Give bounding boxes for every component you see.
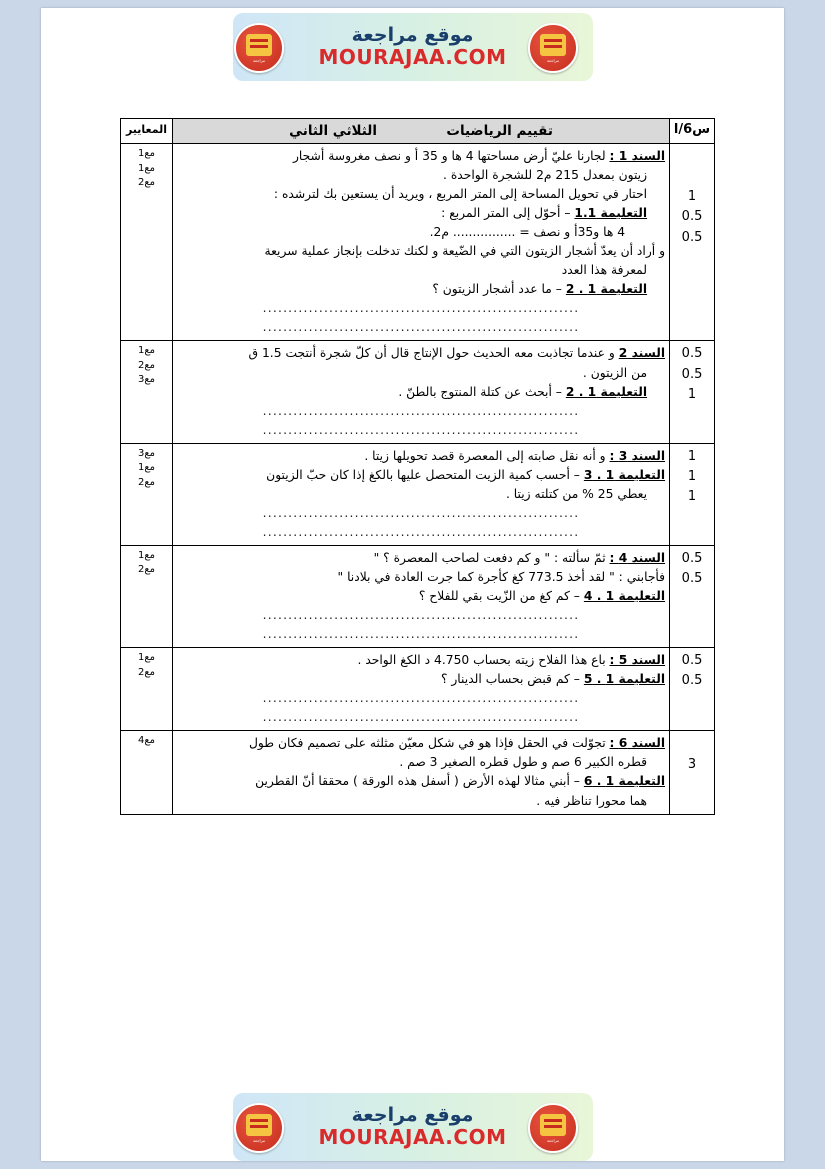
worksheet-section-row bbox=[121, 545, 715, 647]
watermark-arabic-bottom: موقع مراجعة bbox=[351, 1103, 474, 1126]
line-text: قطره الكبير 6 صم و طول قطره الصغير 3 صم . bbox=[399, 755, 648, 770]
criterion-code: مع2 bbox=[137, 359, 156, 371]
answer-line[interactable] bbox=[177, 299, 665, 318]
answer-line[interactable] bbox=[177, 689, 665, 708]
criterion-code: مع1 bbox=[137, 148, 156, 159]
text-line bbox=[177, 485, 665, 504]
text-line bbox=[177, 568, 665, 587]
logo-caption: مراجعة bbox=[253, 1137, 266, 1143]
title-subject: تقييم الرياضيات bbox=[446, 123, 553, 139]
criterion-code: مع3 bbox=[137, 447, 156, 459]
answer-line[interactable] bbox=[177, 504, 665, 523]
line-label: السند 2 bbox=[618, 346, 666, 361]
text-line bbox=[177, 344, 665, 363]
line-text: تجوّلت في الحقل فإذا هو في شكل معيّن مثلثه على تصميم فكان طول bbox=[249, 736, 610, 751]
text-line bbox=[177, 772, 665, 791]
line-label: التعليمة 1 . 6 bbox=[583, 774, 666, 789]
score-value: 0.5 bbox=[681, 550, 703, 566]
criterion-code: مع1 bbox=[137, 652, 156, 664]
watermark-url-bottom: MOURAJAA.COM bbox=[318, 1125, 507, 1150]
section-criteria bbox=[121, 144, 173, 341]
text-line bbox=[177, 587, 665, 606]
score-value: 1 bbox=[687, 448, 697, 464]
criterion-code: مع2 bbox=[137, 177, 156, 188]
section-content bbox=[172, 144, 669, 341]
line-text: .............................................................. bbox=[262, 320, 580, 335]
text-line bbox=[177, 549, 665, 568]
line-text: و أنه نقل صابته إلى المعصرة قصد تحويلها زيتا . bbox=[364, 448, 610, 463]
line-text: احتار في تحويل المساحة إلى المتر المربع ، ويريد أن يستعين بك لترشده : bbox=[273, 187, 648, 202]
line-text: – كم كغ من الزّيت بقي للفلاح ؟ bbox=[418, 589, 584, 604]
line-text: .............................................................. bbox=[262, 301, 580, 316]
criterion-code: مع4 bbox=[137, 735, 156, 747]
line-text: .............................................................. bbox=[262, 422, 580, 437]
line-text: – أبني مثالا لهذه الأرض ( أسفل هذه الورقة ) محققا أنّ القطرين bbox=[255, 774, 584, 789]
answer-line[interactable] bbox=[177, 402, 665, 421]
section-content bbox=[172, 545, 669, 647]
line-label: السند 3 : bbox=[609, 448, 666, 463]
section-scores bbox=[670, 144, 715, 341]
answer-line[interactable] bbox=[177, 318, 665, 337]
line-label: التعليمة 1 . 5 bbox=[583, 672, 666, 687]
line-text: و عندما تجاذبت معه الحديث حول الإنتاج قال أن كلّ شجرة أنتجت 1.5 ق bbox=[248, 346, 619, 361]
line-text: هما محورا تناظر فيه . bbox=[536, 793, 648, 808]
text-line bbox=[177, 466, 665, 485]
section-criteria bbox=[121, 341, 173, 443]
logo-caption: مراجعة bbox=[547, 57, 560, 63]
logo-glyph-icon bbox=[540, 1114, 566, 1136]
text-line bbox=[177, 204, 665, 223]
text-line bbox=[177, 242, 665, 261]
score-value: 0.5 bbox=[681, 653, 703, 669]
line-text: – كم قبض بحساب الدينار ؟ bbox=[440, 672, 584, 687]
worksheet-section-row bbox=[121, 341, 715, 443]
worksheet-title bbox=[172, 119, 669, 144]
title-term: الثلاثي الثاني bbox=[289, 123, 377, 139]
text-line bbox=[177, 383, 665, 402]
line-text: لجارنا عليّ أرض مساحتها 4 ها و 35 أ و نصف مغروسة أشجار bbox=[292, 149, 610, 163]
text-line bbox=[177, 792, 665, 811]
answer-line[interactable] bbox=[177, 523, 665, 542]
section-content bbox=[172, 648, 669, 731]
section-criteria bbox=[121, 731, 173, 814]
line-text: .............................................................. bbox=[262, 403, 580, 418]
section-content bbox=[172, 341, 669, 443]
line-label: التعليمة 1 . 2 bbox=[565, 282, 648, 297]
answer-line[interactable] bbox=[177, 421, 665, 440]
line-text: .............................................................. bbox=[262, 710, 580, 725]
line-text: .............................................................. bbox=[262, 524, 580, 539]
score-value: 1 bbox=[687, 468, 697, 484]
criterion-code: مع3 bbox=[137, 374, 156, 386]
score-value: 0.5 bbox=[681, 366, 703, 382]
score-value: 0.5 bbox=[681, 673, 703, 689]
criterion-code: مع2 bbox=[137, 476, 156, 488]
site-logo-icon bbox=[528, 23, 578, 73]
criterion-code: مع1 bbox=[137, 345, 156, 357]
worksheet-table bbox=[120, 118, 715, 815]
line-text: ثمّ سألته : " و كم دفعت لصاحب المعصرة ؟ " bbox=[373, 550, 610, 565]
score-value: 0.5 bbox=[681, 229, 703, 245]
criterion-code: مع1 bbox=[137, 462, 156, 474]
criterion-code: مع2 bbox=[137, 666, 156, 678]
score-value: 0.5 bbox=[681, 209, 703, 225]
criterion-code: مع1 bbox=[137, 549, 156, 561]
criteria-column-header: المعايير bbox=[121, 119, 173, 144]
line-label: السند 6 : bbox=[609, 736, 666, 751]
line-text: فأجابني : " لقد أخذ 773.5 كغ كأجرة كما جرت العادة في بلادنا " bbox=[337, 569, 666, 584]
line-label: التعليمة 1 . 3 bbox=[583, 467, 666, 482]
logo-glyph-icon bbox=[540, 34, 566, 56]
criterion-code: مع1 bbox=[137, 162, 156, 174]
line-label: التعليمة 1 . 2 bbox=[565, 384, 648, 399]
score-value: 1 bbox=[687, 488, 697, 504]
line-text: .............................................................. bbox=[262, 505, 580, 520]
line-text: لمعرفة هذا العدد bbox=[561, 263, 648, 278]
line-text: .............................................................. bbox=[262, 627, 580, 642]
logo-caption: مراجعة bbox=[547, 1137, 560, 1143]
logo-glyph-icon bbox=[246, 1114, 272, 1136]
text-line bbox=[177, 280, 665, 299]
section-scores bbox=[670, 731, 715, 814]
logo-glyph-icon bbox=[246, 34, 272, 56]
table-header-row bbox=[121, 119, 715, 144]
text-line bbox=[177, 223, 665, 242]
criterion-code: مع2 bbox=[137, 564, 156, 576]
site-logo-icon bbox=[234, 23, 284, 73]
section-scores bbox=[670, 545, 715, 647]
text-line bbox=[177, 447, 665, 466]
text-line bbox=[177, 753, 665, 772]
section-criteria bbox=[121, 648, 173, 731]
line-text: – أحوّل إلى المتر المربع : bbox=[441, 206, 575, 221]
score-column-header: س6/ا bbox=[670, 119, 715, 144]
score-value: 0.5 bbox=[681, 346, 703, 362]
section-scores bbox=[670, 443, 715, 545]
text-line bbox=[177, 147, 665, 166]
section-scores bbox=[670, 648, 715, 731]
line-text: .............................................................. bbox=[262, 691, 580, 706]
worksheet-section-row bbox=[121, 648, 715, 731]
line-text: من الزيتون . bbox=[582, 365, 648, 380]
worksheet-section-row bbox=[121, 144, 715, 341]
line-label: السند 1 : bbox=[609, 149, 666, 163]
answer-line[interactable] bbox=[177, 708, 665, 727]
line-text: باع هذا الفلاح زيته بحساب 4.750 د الكغ الواحد . bbox=[357, 653, 610, 668]
section-content bbox=[172, 443, 669, 545]
text-line bbox=[177, 185, 665, 204]
section-scores bbox=[670, 341, 715, 443]
score-value: 1 bbox=[687, 386, 697, 402]
score-value: 0.5 bbox=[681, 571, 703, 587]
line-text: .............................................................. bbox=[262, 608, 580, 623]
section-criteria bbox=[121, 545, 173, 647]
line-text: – أحسب كمية الزيت المتحصل عليها بالكغ إذا كان حبّ الزيتون bbox=[266, 467, 584, 482]
line-text: – أبحث عن كتلة المنتوج بالطنّ . bbox=[398, 384, 566, 399]
text-line bbox=[177, 651, 665, 670]
score-value: 1 bbox=[687, 189, 697, 205]
worksheet-section-row bbox=[121, 443, 715, 545]
line-text: زيتون بمعدل 215 م2 للشجرة الواحدة . bbox=[443, 168, 648, 183]
site-logo-icon bbox=[528, 1103, 578, 1153]
line-text: يعطي 25 % من كتلته زيتا . bbox=[505, 486, 648, 501]
line-label: التعليمة 1.1 bbox=[574, 206, 648, 221]
text-line bbox=[177, 734, 665, 753]
answer-line[interactable] bbox=[177, 606, 665, 625]
score-value: 3 bbox=[687, 756, 697, 772]
line-text: – ما عدد أشجار الزيتون ؟ bbox=[432, 282, 566, 297]
section-content bbox=[172, 731, 669, 814]
watermark-text-bottom bbox=[319, 1105, 507, 1150]
watermark-arabic-top: موقع مراجعة bbox=[351, 23, 474, 46]
site-logo-icon bbox=[234, 1103, 284, 1153]
section-criteria bbox=[121, 443, 173, 545]
line-text: 4 ها و35أ و نصف = ................ م2. bbox=[429, 225, 626, 240]
text-line bbox=[177, 166, 665, 185]
line-label: التعليمة 1 . 4 bbox=[583, 589, 666, 604]
line-label: السند 5 : bbox=[609, 653, 666, 668]
text-line bbox=[177, 261, 665, 280]
worksheet-section-row bbox=[121, 731, 715, 814]
line-text: و أراد أن يعدّ أشجار الزيتون التي في الضّيعة و لكنك تدخلت بإنجاز عملية سريعة bbox=[264, 244, 666, 259]
line-label: السند 4 : bbox=[609, 550, 666, 565]
text-line bbox=[177, 364, 665, 383]
logo-caption: مراجعة bbox=[253, 57, 266, 63]
document-page bbox=[41, 8, 784, 1161]
watermark-url-top: MOURAJAA.COM bbox=[318, 45, 507, 70]
watermark-text-top bbox=[319, 25, 507, 70]
answer-line[interactable] bbox=[177, 625, 665, 644]
text-line bbox=[177, 670, 665, 689]
